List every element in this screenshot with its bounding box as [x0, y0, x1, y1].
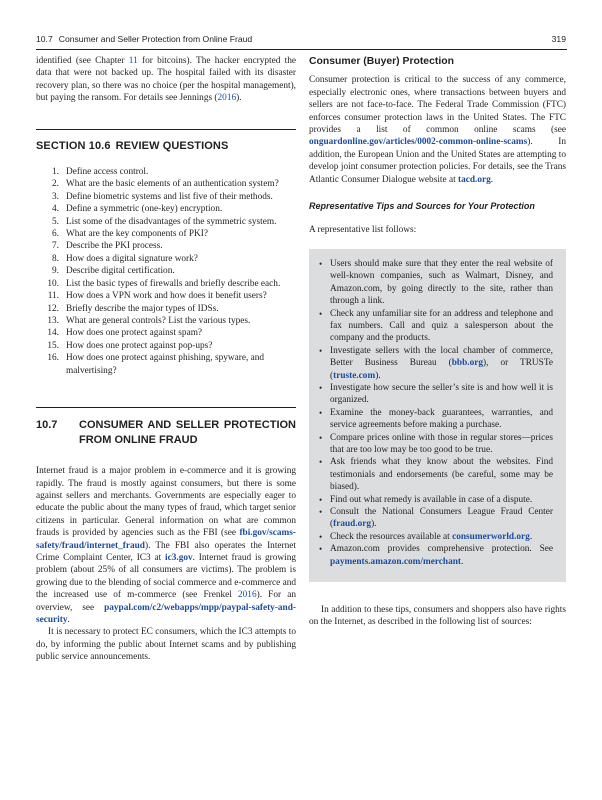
consumerworld-link[interactable]: consumerworld.org	[452, 531, 530, 542]
bullet-icon: •	[319, 308, 323, 319]
right-column	[309, 55, 566, 629]
left-column	[36, 55, 296, 664]
header-section-number: 10.7	[36, 34, 53, 44]
list-item: • Consult the National Consumers League Fraud Center (fraud.org).	[319, 507, 553, 530]
tips-heading: Representative Tips and Sources for Your Protection	[309, 201, 535, 212]
bullet-icon: •	[319, 531, 323, 542]
header-rule	[36, 49, 567, 50]
ic3-paragraph: It is necessary to protect EC consumers, which the IC3 attempts to do, by informing the public about Internet scams and by publishing public service announcements.	[36, 627, 296, 663]
bbb-link[interactable]: bbb.org	[451, 358, 484, 369]
ic3-link[interactable]: ic3.gov	[165, 552, 193, 563]
closing-paragraph: In addition to these tips, consumers and shoppers also have rights on the Internet, as described in the following list of sources:	[309, 605, 566, 628]
list-item: 3. Define biometric systems and list five of their methods.	[52, 191, 273, 202]
list-item: 1. Define access control.	[52, 167, 149, 178]
list-item: 11. How does a VPN work and how does it benefit users?	[47, 291, 267, 302]
fraud-org-link[interactable]: fraud.org	[333, 519, 372, 530]
list-item: 4. Define a symmetric (one-key) encryption.	[52, 204, 223, 215]
fbi-link[interactable]: fbi.gov/scams-safety/fraud/internet_fraud	[36, 528, 296, 551]
truste-link[interactable]: truste.com	[333, 370, 376, 381]
amazon-payments-link[interactable]: payments.amazon.com/merchant	[330, 556, 462, 567]
list-item: • Investigate how secure the seller’s site is and how well it is organized.	[319, 382, 553, 406]
list-item: 15. How does one protect against pop-ups?	[47, 340, 213, 351]
consumer-protection-heading: Consumer (Buyer) Protection	[309, 56, 454, 67]
list-item: • Amazon.com provides comprehensive protection. See payments.amazon.com/merchant.	[319, 544, 553, 567]
list-item: 7. Describe the PKI process.	[52, 241, 163, 252]
bullet-icon: •	[319, 345, 323, 356]
section-10-7-heading: 10.7 CONSUMER AND SELLER PROTECTION FROM ONLINE FRAUD	[36, 407, 296, 447]
list-item: • Check the resources available at consumerworld.org.	[319, 531, 533, 542]
tips-list	[315, 258, 553, 568]
bullet-icon: •	[319, 258, 323, 269]
header-section	[36, 34, 252, 44]
header-section-title: Consumer and Seller Protection from Online Fraud	[58, 34, 253, 44]
review-questions-list	[36, 166, 296, 377]
chapter-ref-link[interactable]: 11	[128, 56, 138, 66]
list-item: 14. How does one protect against spam?	[47, 328, 203, 339]
bullet-icon: •	[319, 494, 323, 505]
onguardonline-link[interactable]: onguardonline.gov/articles/0002-common-online-scams	[309, 137, 528, 148]
list-item: 16. How does one protect against phishing, spyware, and malvertising?	[47, 353, 265, 376]
list-item: 12. Briefly describe the major types of IDSs.	[47, 303, 219, 314]
page-number: 319	[551, 34, 566, 44]
jennings-ref-link[interactable]: 2016	[217, 93, 237, 104]
running-header	[36, 34, 566, 48]
bullet-icon: •	[319, 407, 323, 418]
tips-box	[309, 249, 566, 582]
internet-fraud-paragraph: Internet fraud is a major problem in e-commerce and it is growing rapidly. The fraud is mostly against consumers, but there is some against sellers and merchants. Governments are especially eager to educate the public about the many types of fraud, which target senior citizens in particular. General information on what are common frauds is provided by agencies such as the FBI (see fbi.gov/scams-safety/fraud/internet_fraud). The FBI also operates the Internet Crime Complaint Center, IC3 at ic3.gov. Internet fraud is growing problem (about 25% of all consumers are victims). The problem is growing due to the blending of social commerce and e-commerce and the increased use of m-commerce (see Frenkel 2016). For an overview, see paypal.com/c2/webapps/mpp/paypal-safety-and-security.	[36, 466, 296, 625]
list-item: • Ask friends what they know about the websites. Find testimonials and endorsements (be careful, some may be biased).	[319, 457, 553, 493]
tips-intro: A representative list follows:	[309, 225, 417, 236]
list-item: 8. How does a digital signature work?	[52, 253, 198, 264]
list-item: 10. List the basic types of firewalls and briefly describe each.	[47, 278, 281, 289]
list-item: 9. Describe digital certification.	[52, 266, 175, 277]
list-item: • Check any unfamiliar site for an address and telephone and fax numbers. Call and quiz a salesperson about the company and the products.	[319, 308, 553, 344]
tacd-link[interactable]: tacd.org	[457, 174, 491, 185]
bullet-icon: •	[319, 544, 323, 555]
list-item: • Examine the money-back guarantees, warranties, and service agreements before making a purchase.	[319, 407, 553, 431]
list-item: • Compare prices online with those in regular stores—prices that are too low may be too good to be true.	[319, 432, 553, 455]
bullet-icon: •	[319, 507, 323, 517]
paypal-link[interactable]: paypal.com/c2/webapps/mpp/paypal-safety-and-security	[36, 602, 296, 625]
consumer-protection-paragraph: Consumer protection is critical to the success of any commerce, especially electronic ones, where transactions between buyers and sellers are not face-to-face. The Federal Trade Commission (FTC) enforces consumer protection laws in the United States. The FTC provides a list of common online scams (see onguardonline.gov/articles/0002-common-online-scams). In addition, the European Union and the United States are attempting to develop joint consumer protection policies. For details, see the Trans Atlantic Consumer Dialogue website at tacd.org.	[309, 75, 566, 185]
list-item: 6. What are the key components of PKI?	[52, 229, 208, 240]
list-item: 5. List some of the disadvantages of the symmetric system.	[52, 216, 277, 227]
bullet-icon: •	[319, 382, 323, 393]
list-item: • Find out what remedy is available in case of a dispute.	[319, 494, 533, 505]
list-item: 2. What are the basic elements of an authentication system?	[52, 179, 279, 190]
list-item: • Investigate sellers with the local chamber of commerce, Better Business Bureau (bbb.org), or TRUSTe (truste.com).	[319, 345, 553, 381]
bullet-icon: •	[319, 457, 323, 468]
carryover-paragraph: identified (see Chapter 11 for bitcoins). The hacker encrypted the data that were not backed up. The hospital failed with its disaster recovery plan, so there was no choice (per the hospital management), but paying the ransom. For details see Jennings (2016).	[36, 56, 296, 104]
review-questions-heading: SECTION 10.6 REVIEW QUESTIONS	[36, 129, 296, 152]
list-item: • Users should make sure that they enter the real website of well-known companies, such as Walmart, Disney, and Amazon.com, by going directly to the site, rather than through a link.	[319, 258, 553, 307]
frenkel-ref-link[interactable]: 2016	[238, 590, 257, 601]
bullet-icon: •	[319, 432, 323, 443]
list-item: 13. What are general controls? List the various types.	[47, 315, 251, 326]
